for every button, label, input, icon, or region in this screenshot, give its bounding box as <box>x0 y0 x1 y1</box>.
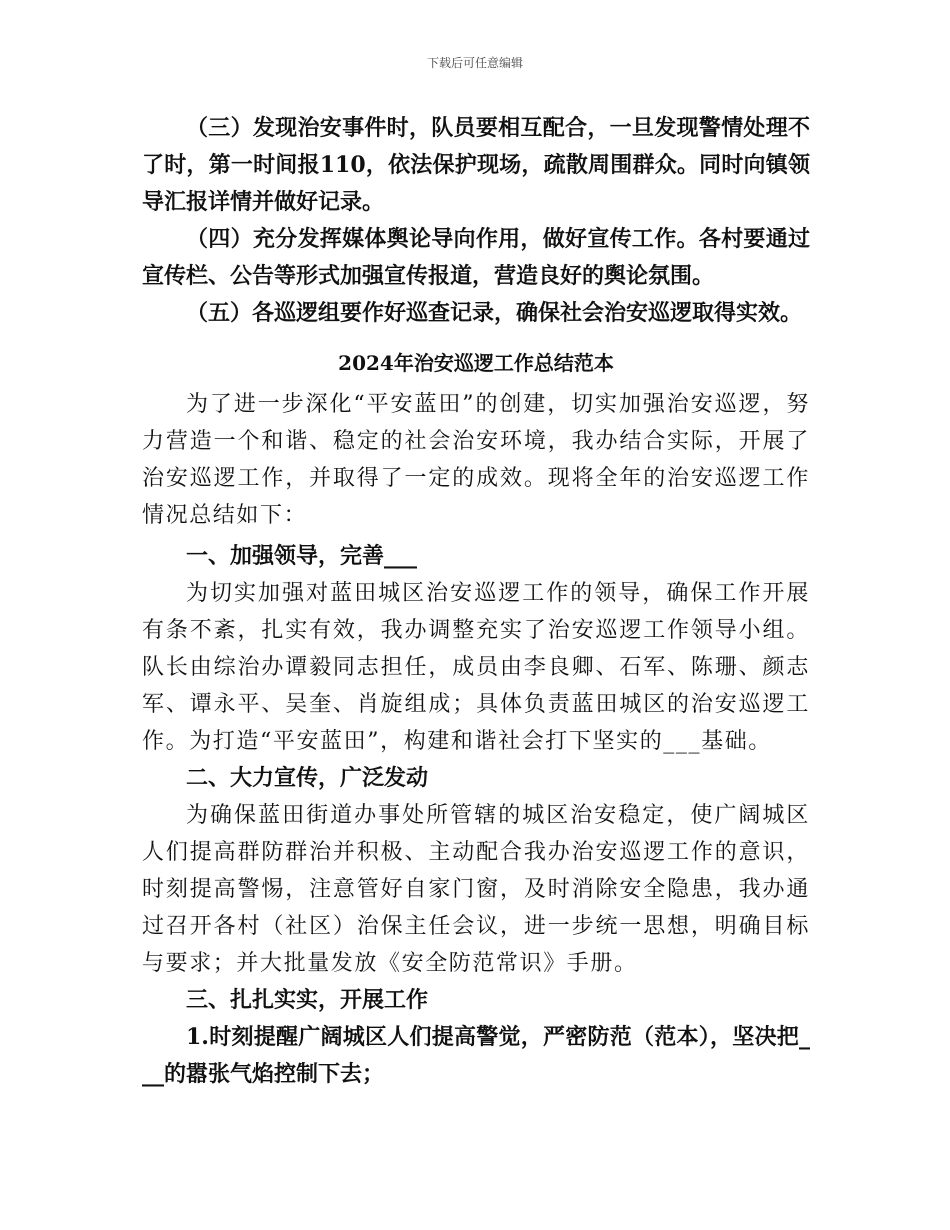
paragraph-item-4: （四）充分发挥媒体舆论导向作用，做好宣传工作。各村要通过宣传栏、公告等形式加强宣传报道，营造良好的舆论氛围。 <box>142 226 810 289</box>
section-heading-3: 三、扎扎实实，开展工作 <box>186 987 429 1013</box>
document-body <box>142 110 810 1093</box>
page-header-note: 下载后可任意编辑 <box>426 56 523 70</box>
section-body-1: 为切实加强对蓝田城区治安巡逻工作的领导，确保工作开展有条不紊，扎实有效，我办调整充实了治安巡逻工作领导小组。队长由综治办谭毅同志担任，成员由李良卿、石军、陈珊、颜志军、谭永平、吴奎、肖旋组成；具体负责蓝田城区的治安巡逻工作。为打造“平安蓝田”，构建和谐社会打下坚实的___基础。 <box>142 581 810 754</box>
section-heading-1: 一、加强领导，完善___ <box>186 543 418 569</box>
paragraph-item-5: （五）各巡逻组要作好巡查记录，确保社会治安巡逻取得实效。 <box>186 300 803 326</box>
intro-paragraph: 为了进一步深化“平安蓝田”的创建，切实加强治安巡逻，努力营造一个和谐、稳定的社会治安环境，我办结合实际，开展了治安巡逻工作，并取得了一定的成效。现将全年的治安巡逻工作情况总结如下： <box>142 392 810 528</box>
section-body-2: 为确保蓝田街道办事处所管辖的城区治安稳定，使广阔城区人们提高群防群治并积极、主动配合我办治安巡逻工作的意识，时刻提高警惕，注意管好自家门窗，及时消除安全隐患，我办通过召开各村（社区）治保主任会议，进一步统一思想，明确目标与要求；并大批量发放《安全防范常识》手册。 <box>142 803 810 976</box>
section-heading-2: 二、大力宣传，广泛发动 <box>186 765 429 791</box>
paragraph-item-3: （三）发现治安事件时，队员要相互配合，一旦发现警情处理不了时，第一时间报110，依法保护现场，疏散周围群众。同时向镇领导汇报详情并做好记录。 <box>142 115 810 215</box>
section-item-3-1: 1.时刻提醒广阔城区人们提高警觉，严密防范（范本），坚决把___的嚣张气焰控制下去； <box>142 1024 810 1087</box>
document-title: 2024年治安巡逻工作总结范本 <box>338 351 614 375</box>
